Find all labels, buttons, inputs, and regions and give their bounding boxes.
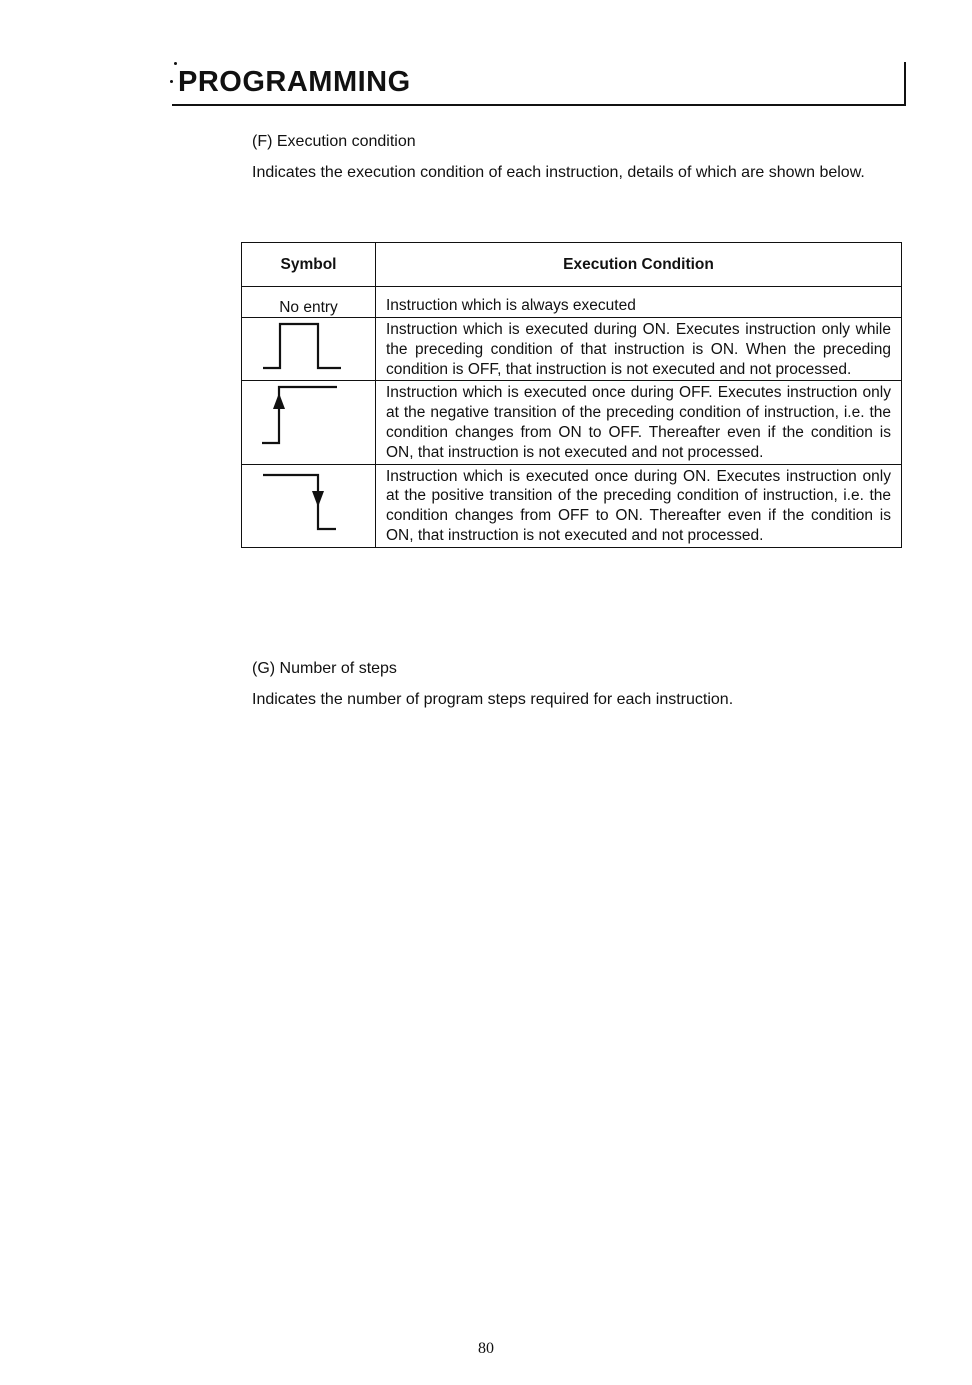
table-row bbox=[242, 287, 902, 318]
symbol-column-header: Symbol bbox=[242, 243, 376, 287]
section-f-intro: Indicates the execution condition of each instruction, details of which are shown below. bbox=[252, 164, 865, 181]
symbol-cell bbox=[242, 287, 376, 318]
execution-condition-table bbox=[241, 242, 902, 548]
no-entry-label: No entry bbox=[279, 299, 338, 316]
condition-description: Instruction which is executed once during OFF. Executes instruction only at the negative transition of the preceding condition of instruction, i.e. the condition changes from ON to OFF. Thereafter even if the condition is ON, that instruction is not executed and not processed. bbox=[386, 384, 891, 461]
condition-cell bbox=[376, 287, 902, 318]
table-header-row bbox=[242, 243, 902, 287]
condition-description: Instruction which is executed once during ON. Executes instruction only at the positive transition of the preceding condition of instruction, i.e. the condition changes from OFF to ON. Thereafter even if the condition is ON, that instruction is not executed and not processed. bbox=[386, 467, 891, 544]
condition-cell bbox=[376, 381, 902, 464]
table-row bbox=[242, 381, 902, 464]
symbol-cell bbox=[242, 381, 376, 464]
condition-cell bbox=[376, 318, 902, 381]
header-right-bar bbox=[904, 62, 906, 104]
page-number: 80 bbox=[478, 1340, 494, 1357]
table-row bbox=[242, 464, 902, 547]
section-g-heading: (G) Number of steps bbox=[252, 660, 397, 677]
page-header bbox=[172, 62, 906, 106]
section-g-intro: Indicates the number of program steps required for each instruction. bbox=[252, 691, 734, 708]
condition-column-header: Execution Condition bbox=[376, 243, 902, 287]
rising-edge-icon bbox=[261, 381, 357, 453]
symbol-cell bbox=[242, 318, 376, 381]
condition-description: Instruction which is executed during ON. Executes instruction only while the preceding condition of that instruction is ON. When the preceding condition is OFF, that instruction is not executed and not processed. bbox=[386, 321, 891, 378]
table-row bbox=[242, 318, 902, 381]
falling-edge-icon bbox=[261, 465, 357, 537]
symbol-cell bbox=[242, 464, 376, 547]
pulse-on-icon bbox=[261, 318, 357, 374]
section-f-heading: (F) Execution condition bbox=[252, 133, 416, 150]
condition-description: Instruction which is always executed bbox=[386, 297, 636, 314]
condition-cell bbox=[376, 464, 902, 547]
page-title: PROGRAMMING bbox=[178, 66, 411, 98]
